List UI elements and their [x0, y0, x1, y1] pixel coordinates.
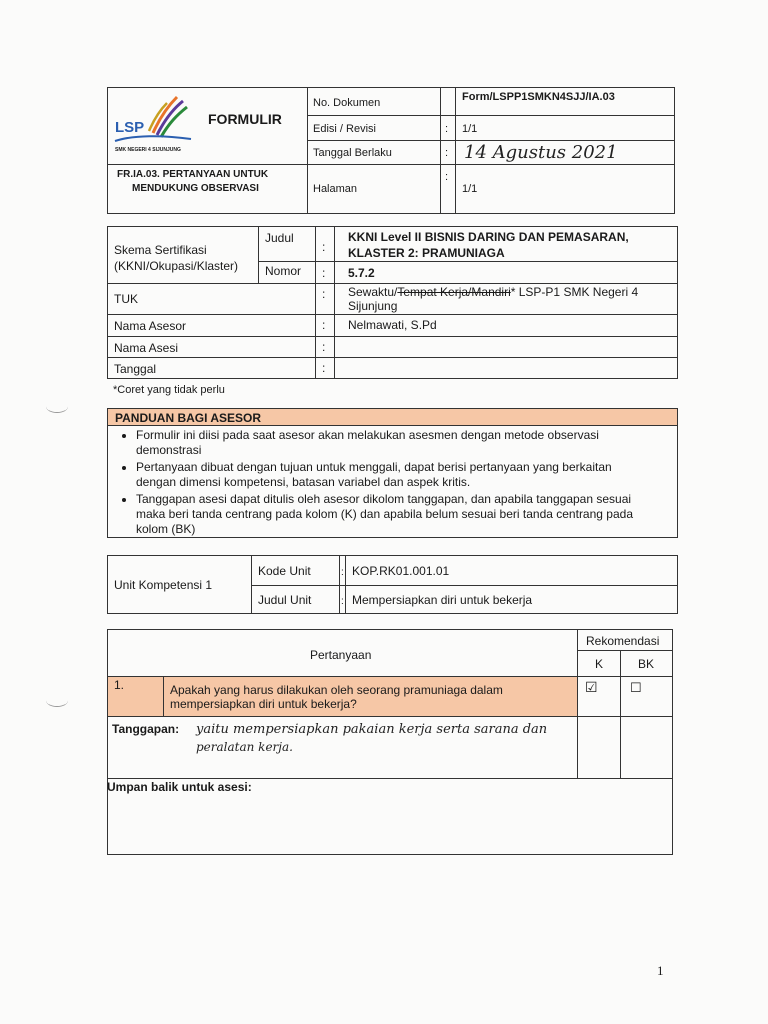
tuk-value [348, 285, 638, 299]
tuk-struck: Tempat Kerja/Mandiri [397, 285, 511, 299]
question-number: 1. [114, 678, 125, 692]
colon: : [341, 596, 344, 607]
binder-mark [46, 694, 68, 707]
guide-list [112, 428, 642, 539]
unit-label: Unit Kompetensi 1 [114, 578, 213, 592]
tanggal-berlaku-value: 14 Agustus 2021 [464, 142, 618, 163]
no-dokumen-value: Form/LSPP1SMKN4SJJ/IA.03 [462, 91, 615, 103]
colon: : [445, 123, 449, 135]
tuk-label: TUK [114, 292, 138, 306]
tanggapan-text: yaitu mempersiapkan pakaian kerja serta sarana dan [196, 722, 548, 737]
tuk-lsp: * LSP-P1 SMK Negeri 4 [510, 285, 639, 299]
tanggal-berlaku-label: Tanggal Berlaku [313, 147, 392, 159]
tanggal-label: Tanggal [114, 362, 157, 376]
judul-label: Judul [265, 231, 294, 245]
question-text-line2: mempersiapkan diri untuk bekerja? [170, 697, 357, 711]
k-checkbox[interactable]: ☑ [585, 679, 598, 695]
edisi-value: 1/1 [462, 123, 478, 135]
nomor-label: Nomor [265, 264, 302, 278]
halaman-label: Halaman [313, 183, 358, 195]
rekomendasi-header: Rekomendasi [586, 634, 660, 648]
doc-title-line2: MENDUKUNG OBSERVASI [132, 183, 259, 194]
colon: : [322, 361, 326, 375]
judul-unit-label: Judul Unit [258, 593, 312, 607]
question-text: Apakah yang harus dilakukan oleh seorang pramuniaga dalam [170, 683, 503, 697]
asesor-value: Nelmawati, S.Pd [348, 318, 437, 332]
logo-text: LSP [115, 119, 145, 136]
binder-mark [46, 400, 68, 413]
edisi-label: Edisi / Revisi [313, 123, 376, 135]
lsp-logo [113, 95, 193, 159]
skema-label-sub: (KKNI/Okupasi/Klaster) [114, 259, 239, 273]
guide-title: PANDUAN BAGI ASESOR [115, 411, 262, 425]
judul-value: KKNI Level II BISNIS DARING DAN PEMASARAN, [348, 230, 629, 244]
skema-label: Skema Sertifikasi [114, 243, 207, 257]
judul-unit-value: Mempersiapkan diri untuk bekerja [352, 593, 533, 607]
asesi-label: Nama Asesi [114, 341, 179, 355]
guide-item: • Tanggapan asesi dapat ditulis oleh asesor dikolom tanggapan, dan apabila tanggapan sesuai maka beri tanda centrang pada kolom (K) dan apabila belum sesuai beri tanda centrang pada kolom (BK) [136, 492, 642, 537]
colon: : [341, 567, 344, 578]
nomor-value: 5.7.2 [348, 266, 375, 280]
no-dokumen-label: No. Dokumen [313, 97, 381, 109]
form-title: FORMULIR [208, 111, 282, 127]
tanggapan-label: Tanggapan: [112, 722, 180, 736]
colon: : [445, 147, 449, 159]
tuk-value-line2: Sijunjung [348, 299, 398, 313]
pertanyaan-header: Pertanyaan [310, 648, 372, 662]
guide-item: • Formulir ini diisi pada saat asesor akan melakukan asesmen dengan metode observasi demonstrasi [136, 428, 642, 458]
page-number: 1 [657, 963, 664, 978]
kode-unit-value: KOP.RK01.001.01 [352, 564, 450, 578]
tanggapan-text-line2: peralatan kerja. [196, 740, 293, 754]
bk-header: BK [638, 657, 655, 671]
doc-title-line1: FR.IA.03. PERTANYAAN UNTUK [117, 169, 269, 180]
halaman-value: 1/1 [462, 183, 478, 195]
colon: : [322, 318, 326, 332]
colon: : [322, 287, 326, 301]
guide-item: • Pertanyaan dibuat dengan tujuan untuk menggali, dapat berisi pertanyaan yang berkaitan dengan dimensi kompetensi, batasan variabel dan aspek kritis. [136, 460, 642, 490]
colon: : [322, 266, 326, 280]
asesor-label: Nama Asesor [114, 319, 187, 333]
kode-unit-label: Kode Unit [258, 564, 311, 578]
colon: : [322, 340, 326, 354]
questions-table [107, 629, 673, 855]
strike-note: *Coret yang tidak perlu [113, 384, 225, 396]
logo-subtext: SMK NEGERI 4 SIJUNJUNG [115, 147, 181, 153]
colon: : [322, 240, 326, 254]
tuk-sewaktu: Sewaktu/ [348, 285, 398, 299]
colon: : [445, 171, 449, 183]
feedback-label: Umpan balik untuk asesi: [107, 780, 252, 794]
k-header: K [595, 657, 604, 671]
judul-value-line2: KLASTER 2: PRAMUNIAGA [348, 246, 505, 260]
bk-checkbox[interactable]: ☐ [630, 680, 642, 695]
